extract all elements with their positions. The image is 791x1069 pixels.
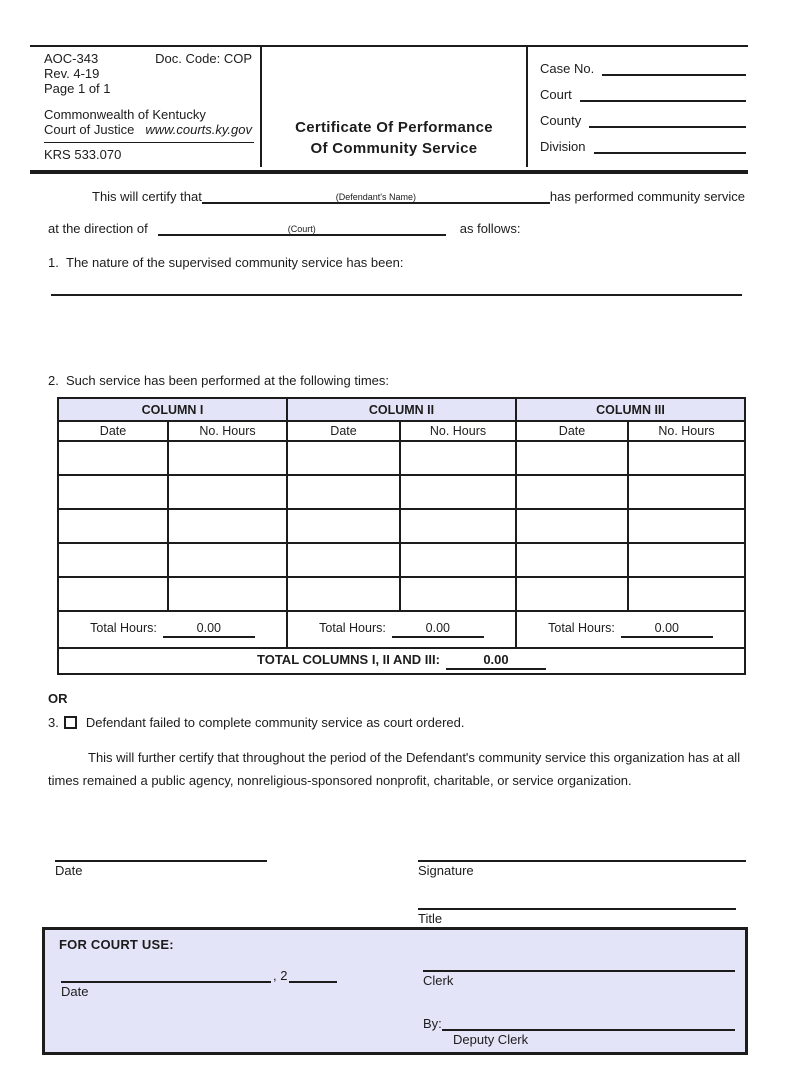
date-entry-cell[interactable] (58, 441, 168, 475)
column-1-header: COLUMN I (58, 398, 287, 421)
title-label: Title (418, 910, 443, 926)
date-column-header: Date (58, 421, 168, 441)
form-header (30, 45, 748, 167)
form-page-count: Page 1 of 1 (44, 81, 111, 96)
table-row (58, 509, 745, 543)
column-3-total-value[interactable]: 0.00 (621, 621, 713, 638)
table-row (58, 577, 745, 611)
table-subheader-row (58, 421, 745, 441)
deputy-clerk-label: Deputy Clerk (453, 1032, 529, 1047)
website-link[interactable]: www.courts.ky.gov (145, 122, 252, 137)
hours-entry-cell[interactable] (400, 543, 516, 577)
column-3-total (516, 611, 745, 648)
signature-area (0, 831, 791, 939)
item-1 (48, 255, 745, 270)
doc-code: Doc. Code: COP (155, 51, 252, 66)
hours-entry-cell[interactable] (400, 577, 516, 611)
hours-entry-cell[interactable] (400, 475, 516, 509)
item-3-text: Defendant failed to complete community service as court ordered. (85, 715, 465, 730)
date-label: Date (55, 862, 83, 878)
hours-entry-cell[interactable] (400, 509, 516, 543)
date-entry-cell[interactable] (287, 543, 400, 577)
certify-intro-text: This will certify that (92, 189, 202, 204)
ordering-court-hint: (Court) (287, 224, 316, 234)
hours-entry-cell[interactable] (628, 543, 745, 577)
date-entry-cell[interactable] (287, 441, 400, 475)
item-1-number: 1. (48, 255, 59, 270)
table-row (58, 441, 745, 475)
date-column-header: Date (516, 421, 628, 441)
column-1-total-value[interactable]: 0.00 (163, 621, 255, 638)
date-entry-cell[interactable] (287, 509, 400, 543)
hours-table (57, 397, 746, 675)
hours-entry-cell[interactable] (400, 441, 516, 475)
totals-row (58, 611, 745, 648)
year-prefix: , 2 (273, 968, 288, 983)
signature-label: Signature (418, 862, 474, 878)
form-number: AOC-343 (44, 51, 99, 66)
or-label: OR (48, 691, 68, 706)
as-follows-text: as follows: (459, 221, 521, 236)
failed-service-checkbox[interactable] (64, 716, 77, 729)
column-2-header: COLUMN II (287, 398, 516, 421)
table-group-header-row (58, 398, 745, 421)
hours-entry-cell[interactable] (628, 441, 745, 475)
grand-total-row (58, 648, 745, 674)
court-of-justice-label: Court of Justice (44, 122, 135, 137)
defendant-name-field[interactable] (202, 189, 550, 204)
item-1-text: The nature of the supervised community service has been: (66, 255, 404, 270)
form-id-block (30, 47, 262, 167)
table-row (58, 475, 745, 509)
further-certify-paragraph: This will further certify that throughout the period of the Defendant's community service this organization has at all times remained a public agency, nonreligious-sponsored nonprofit, charitable, or service organization. (48, 750, 741, 788)
case-info-block (528, 47, 748, 167)
total-hours-label: Total Hours: (319, 621, 386, 635)
form-page (0, 45, 791, 1069)
division-field[interactable] (594, 139, 746, 154)
certify-after-text: has performed community service (549, 189, 745, 204)
form-title-line2: Of Community Service (310, 140, 478, 158)
direction-text: at the direction of (48, 221, 148, 236)
form-title (262, 47, 528, 167)
deputy-clerk-signature-field[interactable] (442, 1017, 735, 1031)
court-use-date-field[interactable] (61, 969, 271, 983)
grand-total-label: TOTAL COLUMNS I, II AND III: (257, 652, 440, 667)
date-entry-cell[interactable] (58, 509, 168, 543)
hours-column-header: No. Hours (168, 421, 287, 441)
defendant-name-hint: (Defendant's Name) (335, 192, 416, 202)
clerk-label: Clerk (423, 973, 454, 988)
hours-entry-cell[interactable] (168, 543, 287, 577)
column-2-total-value[interactable]: 0.00 (392, 621, 484, 638)
court-field[interactable] (580, 87, 746, 102)
hours-entry-cell[interactable] (628, 577, 745, 611)
date-entry-cell[interactable] (58, 475, 168, 509)
by-label: By: (423, 1016, 442, 1031)
hours-entry-cell[interactable] (628, 475, 745, 509)
for-court-use-box (42, 927, 748, 1055)
hours-entry-cell[interactable] (168, 509, 287, 543)
item-3-number: 3. (48, 715, 59, 730)
item-3 (48, 715, 745, 730)
date-entry-cell[interactable] (516, 577, 628, 611)
table-row (58, 543, 745, 577)
grand-total-value[interactable]: 0.00 (446, 652, 546, 670)
date-entry-cell[interactable] (287, 475, 400, 509)
column-1-total (58, 611, 287, 648)
certify-paragraph (48, 189, 745, 236)
court-use-date-label: Date (61, 984, 89, 999)
hours-column-header: No. Hours (628, 421, 745, 441)
date-entry-cell[interactable] (516, 441, 628, 475)
court-label: Court (540, 87, 572, 102)
for-court-use-heading: FOR COURT USE: (59, 937, 174, 952)
hours-column-header: No. Hours (400, 421, 516, 441)
date-entry-cell[interactable] (58, 577, 168, 611)
total-hours-label: Total Hours: (90, 621, 157, 635)
hours-entry-cell[interactable] (628, 509, 745, 543)
header-divider (30, 170, 748, 174)
column-2-total (287, 611, 516, 648)
item-2 (48, 373, 745, 388)
form-title-line1: Certificate Of Performance (295, 118, 493, 136)
commonwealth-label: Commonwealth of Kentucky (44, 107, 206, 122)
date-entry-cell[interactable] (287, 577, 400, 611)
date-entry-cell[interactable] (516, 475, 628, 509)
hours-entry-cell[interactable] (168, 475, 287, 509)
grand-total-cell (58, 648, 745, 674)
date-entry-cell[interactable] (516, 509, 628, 543)
form-revision: Rev. 4-19 (44, 66, 100, 81)
county-label: County (540, 113, 582, 128)
division-label: Division (540, 139, 586, 154)
hours-entry-cell[interactable] (168, 441, 287, 475)
hours-entry-cell[interactable] (168, 577, 287, 611)
county-field[interactable] (589, 113, 746, 128)
date-column-header: Date (287, 421, 400, 441)
item-2-number: 2. (48, 373, 59, 388)
total-hours-label: Total Hours: (548, 621, 615, 635)
item-2-text: Such service has been performed at the following times: (66, 373, 390, 388)
ordering-court-field[interactable] (158, 221, 446, 236)
case-no-label: Case No. (540, 61, 595, 76)
date-entry-cell[interactable] (516, 543, 628, 577)
date-entry-cell[interactable] (58, 543, 168, 577)
nature-of-service-field[interactable] (51, 294, 742, 296)
case-no-field[interactable] (602, 61, 746, 76)
krs-statute: KRS 533.070 (44, 142, 254, 165)
court-use-year-field[interactable] (289, 969, 337, 983)
column-3-header: COLUMN III (516, 398, 745, 421)
